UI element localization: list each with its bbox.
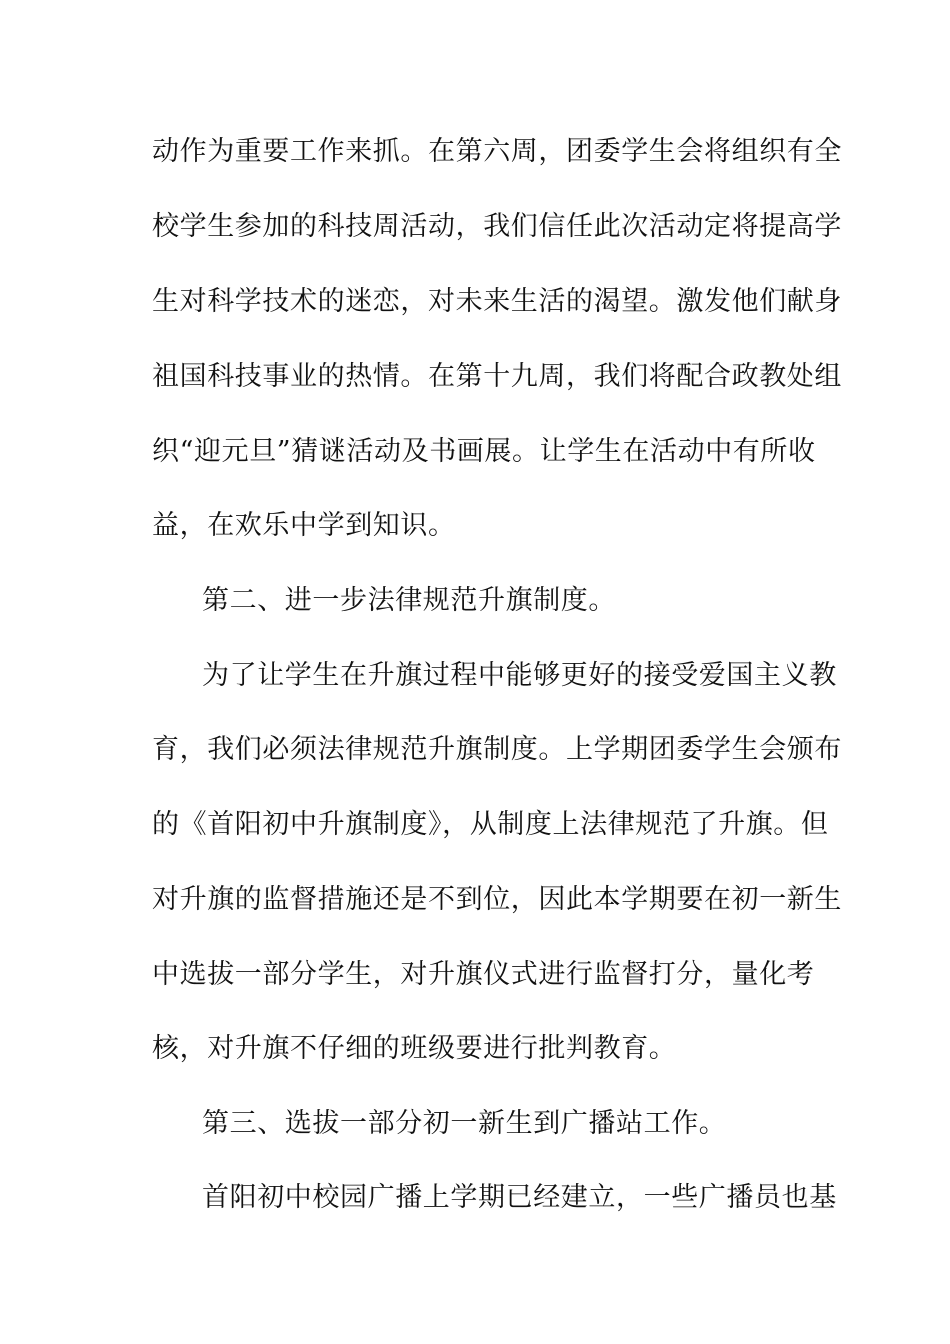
section-heading: 第三、选拔一部分初一新生到广播站工作。 <box>202 1108 727 1139</box>
text-line: 为了让学生在升旗过程中能够更好的接受爱国主义教 <box>202 660 837 691</box>
text-line: 首阳初中校园广播上学期已经建立，一些广播员也基 <box>202 1182 837 1213</box>
section-heading: 第二、进一步法律规范升旗制度。 <box>202 585 616 616</box>
text-line: 校学生参加的科技周活动，我们信任此次活动定将提高学 <box>152 211 842 242</box>
text-line: 对升旗的监督措施还是不到位，因此本学期要在初一新生 <box>152 884 842 915</box>
text-line: 育，我们必须法律规范升旗制度。上学期团委学生会颁布 <box>152 734 842 765</box>
text-line: 益，在欢乐中学到知识。 <box>152 510 456 541</box>
text-line: 动作为重要工作来抓。在第六周，团委学生会将组织有全 <box>152 136 842 167</box>
text-line: 生对科学技术的迷恋，对未来生活的渴望。激发他们献身 <box>152 286 842 317</box>
text-line: 核，对升旗不仔细的班级要进行批判教育。 <box>152 1033 677 1064</box>
text-line: 织“迎元旦”猜谜活动及书画展。让学生在活动中有所收 <box>152 436 816 467</box>
text-line: 祖国科技事业的热情。在第十九周，我们将配合政教处组 <box>152 361 842 392</box>
text-line: 中选拔一部分学生，对升旗仪式进行监督打分，量化考 <box>152 959 815 990</box>
text-line: 的《首阳初中升旗制度》，从制度上法律规范了升旗。但 <box>152 809 829 840</box>
